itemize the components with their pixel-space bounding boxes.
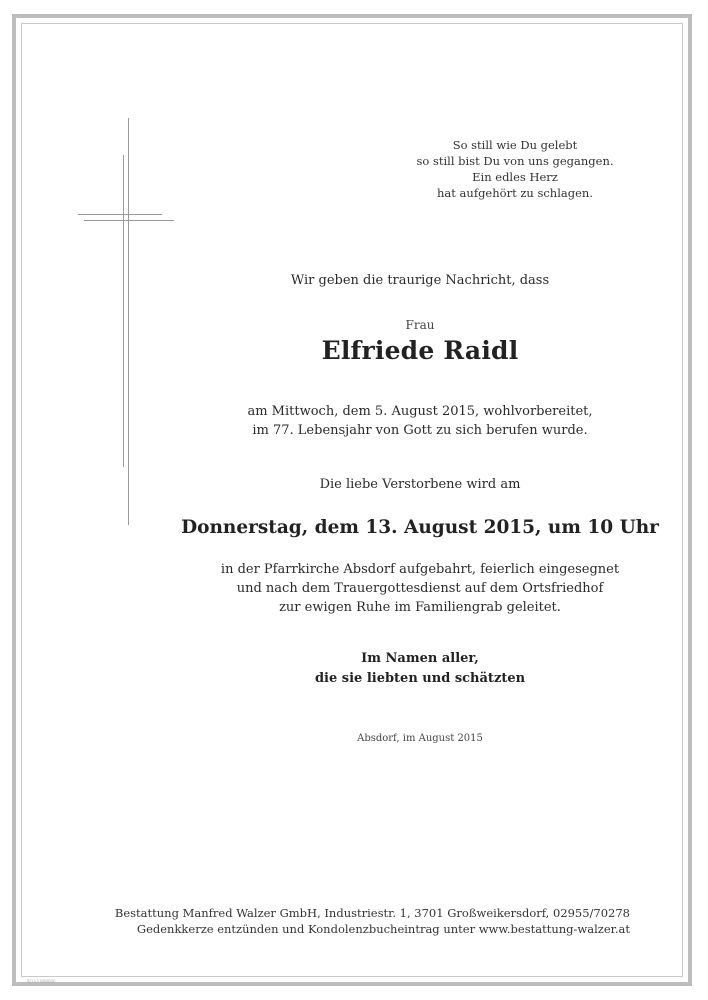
ceremony-line: zur ewigen Ruhe im Familiengrab geleitet.	[279, 600, 561, 615]
footer-line: Bestattung Manfred Walzer GmbH, Industriestr. 1, 3701 Großweikersdorf, 02955/70278	[114, 906, 630, 920]
salutation: Frau	[405, 318, 435, 332]
poem-line: so still bist Du von uns gegangen.	[416, 154, 614, 168]
announcement-intro: Wir geben die traurige Nachricht, dass	[290, 273, 550, 288]
closing	[180, 649, 660, 689]
deceased-name: Elfriede Raidl	[321, 336, 519, 365]
closing-line: die sie liebten und schätzten	[314, 671, 526, 686]
closing-line: Im Namen aller,	[361, 651, 479, 666]
death-details	[180, 402, 660, 440]
death-details-line: am Mittwoch, dem 5. August 2015, wohlvorbereitet,	[247, 404, 593, 419]
poem-line: hat aufgehört zu schlagen.	[437, 186, 593, 200]
poem-line: So still wie Du gelebt	[452, 138, 578, 152]
place-date: Absdorf, im August 2015	[357, 733, 483, 744]
ceremony-details	[180, 560, 660, 617]
poem	[340, 137, 690, 201]
ceremony-line: in der Pfarrkirche Absdorf aufgebahrt, feierlich eingesegnet	[220, 562, 620, 577]
footer	[100, 905, 630, 937]
footer-line: Gedenkkerze entzünden und Kondolenzbucheintrag unter www.bestattung-walzer.at	[136, 922, 630, 936]
ceremony-line: und nach dem Trauergottesdienst auf dem Ortsfriedhof	[236, 581, 604, 596]
poem-line: Ein edles Herz	[472, 170, 558, 184]
funeral-date: Donnerstag, dem 13. August 2015, um 10 Uhr	[181, 517, 659, 538]
funeral-intro: Die liebe Verstorbene wird am	[319, 477, 521, 492]
document-code: 8/1|-3 WW000	[27, 979, 56, 984]
death-details-line: im 77. Lebensjahr von Gott zu sich berufen wurde.	[252, 423, 588, 438]
